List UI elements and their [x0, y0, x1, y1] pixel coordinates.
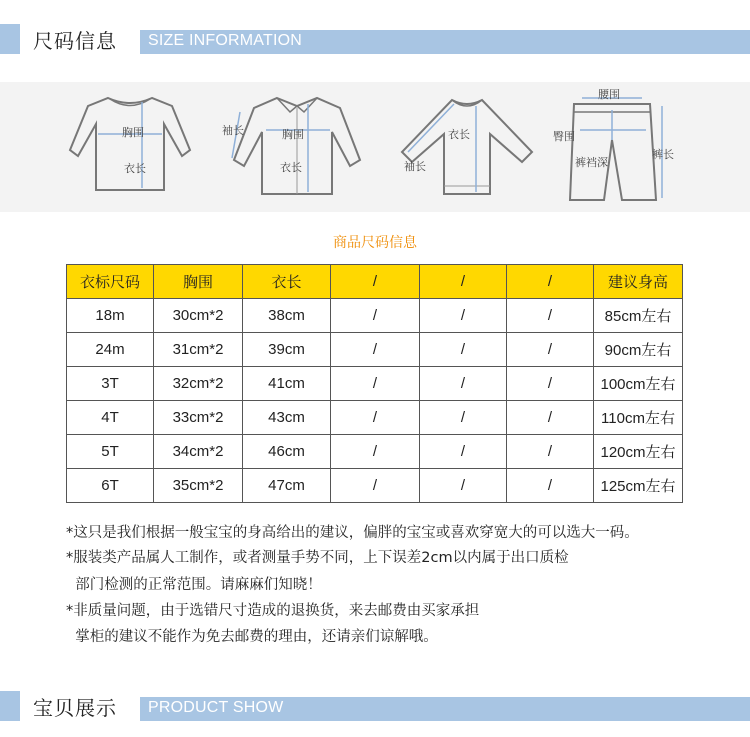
pants-length-label: 裤长 — [652, 148, 674, 161]
cell-empty: / — [420, 367, 507, 401]
size-info-header — [0, 24, 750, 54]
header-empty-1: / — [331, 265, 420, 299]
cell-chest: 31cm*2 — [154, 333, 243, 367]
cell-empty: / — [507, 469, 594, 503]
cell-size: 5T — [67, 435, 154, 469]
cell-empty: / — [507, 333, 594, 367]
size-info-title-cn: 尺码信息 — [33, 29, 117, 53]
tshirt-length-label: 衣长 — [124, 162, 146, 175]
shirt-length-label: 衣长 — [280, 161, 302, 174]
cell-chest: 30cm*2 — [154, 299, 243, 333]
product-show-title-cn: 宝贝展示 — [33, 696, 117, 720]
cell-height: 110cm左右 — [594, 401, 683, 435]
cell-empty: / — [331, 299, 420, 333]
cell-size: 18m — [67, 299, 154, 333]
cell-empty: / — [420, 435, 507, 469]
header-empty-2: / — [420, 265, 507, 299]
cell-size: 6T — [67, 469, 154, 503]
header-height: 建议身高 — [594, 265, 683, 299]
shirt-sleeve-label: 袖长 — [222, 124, 244, 137]
cell-empty: / — [420, 333, 507, 367]
note-1: *这只是我们根据一般宝宝的身高给出的建议，偏胖的宝宝或喜欢穿宽大的可以选大一码。 — [66, 525, 639, 541]
raglan-sleeve-label: 袖长 — [404, 160, 426, 173]
note-3: *非质量问题，由于选错尺寸造成的退换货，来去邮费由买家承担 — [66, 603, 480, 619]
cell-chest: 33cm*2 — [154, 401, 243, 435]
pants-waist-label: 腰围 — [598, 88, 620, 101]
table-row — [67, 401, 683, 435]
product-show-header — [0, 691, 750, 721]
table-row — [67, 299, 683, 333]
size-table — [66, 264, 683, 503]
size-table-header-row — [67, 265, 683, 299]
size-info-title-en: SIZE INFORMATION — [148, 32, 303, 49]
note-2: *服装类产品属人工制作，或者测量手势不同，上下误差2cm以内属于出口质检 — [66, 550, 569, 566]
pants-rise-label: 裤裆深 — [575, 156, 608, 169]
cell-empty: / — [507, 401, 594, 435]
tshirt-diagram — [60, 90, 200, 205]
cell-size: 24m — [67, 333, 154, 367]
cell-empty: / — [331, 333, 420, 367]
cell-empty: / — [331, 469, 420, 503]
cell-length: 47cm — [243, 469, 331, 503]
size-table-title: 商品尺码信息 — [333, 235, 417, 251]
header-length: 衣长 — [243, 265, 331, 299]
cell-chest: 35cm*2 — [154, 469, 243, 503]
note-2-cont: 部门检测的正常范围。请麻麻们知晓！ — [66, 577, 322, 593]
raglan-length-label: 衣长 — [448, 128, 470, 141]
cell-empty: / — [507, 435, 594, 469]
cell-length: 38cm — [243, 299, 331, 333]
cell-size: 3T — [67, 367, 154, 401]
cell-length: 46cm — [243, 435, 331, 469]
table-row — [67, 469, 683, 503]
cell-height: 120cm左右 — [594, 435, 683, 469]
cell-height: 85cm左右 — [594, 299, 683, 333]
table-row — [67, 367, 683, 401]
cell-height: 125cm左右 — [594, 469, 683, 503]
header-accent-block — [0, 24, 20, 54]
note-3-cont: 掌柜的建议不能作为免去邮费的理由，还请亲们谅解哦。 — [66, 629, 438, 645]
cell-chest: 34cm*2 — [154, 435, 243, 469]
cell-length: 39cm — [243, 333, 331, 367]
cell-empty: / — [507, 367, 594, 401]
cell-size: 4T — [67, 401, 154, 435]
raglan-diagram — [392, 90, 542, 205]
product-show-title-en: PRODUCT SHOW — [148, 699, 284, 716]
shirt-chest-label: 胸围 — [282, 128, 304, 141]
cell-height: 100cm左右 — [594, 367, 683, 401]
cell-empty: / — [331, 401, 420, 435]
header-accent-block — [0, 691, 20, 721]
cell-empty: / — [331, 367, 420, 401]
shirt-diagram — [222, 90, 372, 205]
cell-empty: / — [420, 469, 507, 503]
cell-length: 43cm — [243, 401, 331, 435]
tshirt-chest-label: 胸围 — [122, 126, 144, 139]
table-row — [67, 333, 683, 367]
header-chest: 胸围 — [154, 265, 243, 299]
cell-empty: / — [331, 435, 420, 469]
cell-empty: / — [420, 299, 507, 333]
measurement-illustrations — [0, 82, 750, 212]
cell-height: 90cm左右 — [594, 333, 683, 367]
cell-length: 41cm — [243, 367, 331, 401]
table-row — [67, 435, 683, 469]
cell-empty: / — [420, 401, 507, 435]
pants-hip-label: 臀围 — [553, 130, 575, 143]
header-empty-3: / — [507, 265, 594, 299]
header-size: 衣标尺码 — [67, 265, 154, 299]
cell-chest: 32cm*2 — [154, 367, 243, 401]
cell-empty: / — [507, 299, 594, 333]
